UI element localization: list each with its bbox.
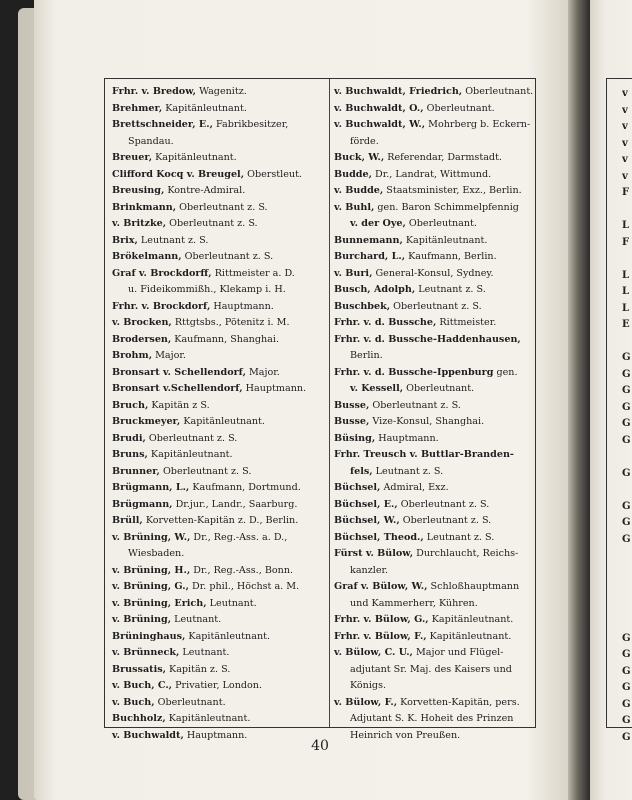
entry-name: Bunnemann,	[334, 234, 403, 246]
entry-name: v. Brüning, H.,	[112, 564, 191, 576]
entry-name: Brodersen,	[112, 333, 172, 345]
entry-description: Leutnant.	[179, 647, 230, 658]
entry-name: Büchsel, Theod.,	[334, 531, 424, 543]
entry-description: Oberleutnant.	[403, 383, 475, 394]
entry-description: Oberleutnant z. S.	[176, 201, 268, 213]
entry-name: Busse,	[334, 416, 370, 427]
entry-name: Brunner,	[112, 465, 160, 477]
entry-name: Brügmann, L.,	[112, 482, 190, 493]
facing-page-letter: G	[622, 500, 631, 512]
entry-description: Hauptmann.	[242, 383, 307, 394]
directory-entry	[334, 480, 532, 497]
entry-description: Kapitänleutnant.	[152, 152, 237, 163]
entry-name: Buchholz,	[112, 713, 166, 724]
entry-description: Dr.jur., Landr., Saarburg.	[172, 498, 298, 510]
entry-name: Brüll,	[112, 515, 143, 526]
directory-entry	[334, 200, 532, 217]
entry-description: Kapitänleutnant.	[162, 102, 247, 114]
entry-description: Dr., Reg.-Ass., Bonn.	[190, 564, 294, 576]
directory-entry	[334, 332, 532, 349]
facing-page-letter: L	[622, 286, 630, 297]
facing-page-letter	[622, 251, 632, 268]
entry-name: Fürst v. Bülow,	[334, 548, 414, 559]
facing-page-letter: L	[622, 302, 630, 314]
entry-description: Referendar, Darmstadt.	[384, 152, 502, 163]
entry-description: gen. Baron Schimmelpfennig	[374, 201, 519, 213]
entry-description: Rittmeister a. D.	[211, 267, 295, 279]
directory-entry	[334, 497, 532, 514]
entry-description: Dr. phil., Höchst a. M.	[188, 581, 300, 592]
facing-page-letter: v	[622, 154, 628, 165]
facing-page-letter: G	[622, 715, 631, 726]
entry-description: Leutnant z. S.	[423, 531, 495, 543]
facing-page-letter: v	[622, 121, 628, 132]
directory-entry	[334, 728, 532, 745]
directory-entry	[112, 266, 326, 283]
entry-description: Hauptmann.	[210, 300, 274, 312]
entry-description: Mohrberg b. Eckern-	[425, 119, 531, 130]
entry-name: Büchsel, E.,	[334, 498, 398, 510]
entry-description: Privatier, London.	[172, 680, 263, 691]
entry-name: Frhr. v. Bredow,	[112, 86, 197, 97]
entry-name: Brix,	[112, 234, 138, 246]
entry-description: Kaufmann, Shanghai.	[171, 333, 279, 345]
entry-name: Büsing,	[334, 432, 376, 444]
entry-description: Rittmeister.	[436, 317, 497, 328]
entry-description: Kapitänleutnant.	[180, 416, 265, 427]
directory-entry	[112, 513, 326, 530]
entry-name: Brudi,	[112, 432, 146, 444]
directory-entry	[334, 678, 532, 695]
directory-entry	[334, 348, 532, 365]
book-gutter	[568, 0, 590, 800]
entry-name: v. Brüning,	[112, 614, 172, 625]
entry-description: Oberleutnant z. S.	[181, 251, 274, 262]
directory-entry	[112, 431, 326, 448]
entry-description: u. Fideikommißh., Klekamp i. H.	[128, 284, 286, 295]
entry-description: Königs.	[350, 680, 387, 691]
entry-description: Oberleutnant.	[423, 102, 495, 114]
directory-entry	[112, 414, 326, 431]
entry-name: v. Brocken,	[112, 317, 172, 328]
directory-entry	[334, 464, 532, 481]
facing-page-text	[622, 86, 632, 746]
entry-name: v. Buchwaldt, W.,	[334, 119, 426, 130]
entry-name: Brettschneider, E.,	[112, 119, 213, 130]
facing-page-letter: G	[622, 517, 631, 528]
facing-page-letter: F	[622, 236, 630, 248]
entry-description: Major.	[152, 350, 186, 361]
facing-page-letter: G	[622, 352, 631, 363]
directory-entry	[334, 711, 532, 728]
entry-description: Kaufmann, Berlin.	[405, 251, 497, 262]
entry-description: Kontre-Admiral.	[164, 185, 246, 196]
directory-entry	[112, 530, 326, 547]
directory-entry	[112, 447, 326, 464]
directory-entry	[112, 150, 326, 167]
directory-entry	[112, 678, 326, 695]
facing-page-letter: v	[622, 104, 628, 116]
entry-name: Buck, W.,	[334, 152, 385, 163]
facing-page-letter: G	[622, 698, 631, 710]
directory-entry	[334, 579, 532, 596]
directory-entry	[334, 431, 532, 448]
facing-page-letter: E	[622, 319, 630, 330]
entry-name: Breusing,	[112, 185, 165, 196]
directory-entry	[112, 579, 326, 596]
entry-description: Oberstleut.	[244, 168, 302, 180]
entry-name: v. Buchwaldt, O.,	[334, 102, 424, 114]
entry-name: Buschbek,	[334, 300, 391, 312]
entry-name: v. Buch,	[112, 696, 155, 708]
entry-name: v. Budde,	[334, 185, 384, 196]
facing-page-letter: G	[622, 731, 631, 743]
directory-entry	[334, 563, 532, 580]
entry-description: Dr., Reg.-Ass. a. D.,	[190, 531, 288, 543]
facing-page-letter: G	[622, 368, 631, 380]
directory-entry	[112, 497, 326, 514]
directory-entry	[112, 728, 326, 745]
directory-entry	[112, 348, 326, 365]
entry-description: Major.	[245, 366, 280, 378]
directory-entry	[334, 629, 532, 646]
entry-description: Kapitänleutnant.	[165, 713, 251, 724]
directory-entry	[112, 480, 326, 497]
entry-name: Büchsel,	[334, 482, 381, 493]
entry-description: Durchlaucht, Reichs-	[413, 548, 519, 559]
directory-entry	[334, 381, 532, 398]
directory-entry	[112, 464, 326, 481]
directory-entry	[334, 101, 532, 118]
entry-name: v. der Oye,	[350, 218, 406, 229]
entry-name: Brüninghaus,	[112, 630, 186, 642]
entry-description: und Kammerherr, Kühren.	[350, 597, 478, 609]
entry-description: Kapitänleutnant.	[185, 630, 271, 642]
entry-name: v. Kessell,	[350, 383, 404, 394]
entry-description: Rttgtsbs., Pötenitz i. M.	[171, 317, 290, 328]
facing-page-letter: L	[622, 220, 630, 231]
entry-description: Major und Flügel-	[412, 647, 504, 658]
directory-entry	[112, 645, 326, 662]
entry-name: Bronsart v.Schellendorf,	[112, 383, 243, 394]
directory-entry	[334, 315, 532, 332]
entry-name: Frhr. v. d. Bussche-Haddenhausen,	[334, 333, 521, 345]
entry-name: Bronsart v. Schellendorf,	[112, 366, 246, 378]
entry-name: Busse,	[334, 399, 370, 411]
directory-entry	[334, 299, 532, 316]
directory-entry	[112, 233, 326, 250]
entry-name: Graf v. Brockdorff,	[112, 267, 212, 279]
entry-description: Kapitän z S.	[148, 399, 210, 411]
entry-description: Wagenitz.	[196, 86, 247, 97]
directory-entry	[334, 596, 532, 613]
entry-description: gen.	[493, 366, 518, 378]
entry-name: v. Bülow, F.,	[334, 696, 398, 708]
facing-page-letter: G	[622, 385, 631, 396]
directory-entry	[334, 546, 532, 563]
entry-description: Kaufmann, Dortmund.	[189, 482, 301, 493]
directory-entry	[334, 365, 532, 382]
directory-entry	[334, 414, 532, 431]
directory-entry	[334, 84, 532, 101]
entry-description: adjutant Sr. Maj. des Kaisers und	[350, 663, 512, 675]
directory-entry	[334, 150, 532, 167]
facing-page-letter	[622, 334, 632, 351]
facing-page-letter: v	[622, 88, 628, 99]
entry-name: Brügmann,	[112, 498, 173, 510]
entry-name: Brohm,	[112, 350, 153, 361]
directory-entry	[112, 612, 326, 629]
entry-description: Oberleutnant z. S.	[397, 498, 490, 510]
entry-description: Oberleutnant z. S.	[399, 515, 492, 526]
entry-name: v. Brüning, W.,	[112, 531, 191, 543]
facing-page-letter: G	[622, 401, 631, 413]
entry-description: Dr., Landrat, Wittmund.	[371, 168, 492, 180]
entry-description: Kapitänleutnant.	[402, 234, 488, 246]
facing-page-letter: F	[622, 187, 630, 198]
entry-description: Berlin.	[350, 350, 383, 361]
entry-description: Korvetten-Kapitän z. D., Berlin.	[142, 515, 299, 526]
directory-entry	[334, 266, 532, 283]
entry-name: v. Buri,	[334, 267, 373, 279]
entry-description: Leutnant z. S.	[372, 465, 444, 477]
directory-entry	[112, 282, 326, 299]
directory-entry	[334, 447, 532, 464]
directory-entry	[112, 134, 326, 151]
entry-description: Oberleutnant z. S.	[369, 399, 461, 411]
entry-description: Oberleutnant.	[405, 218, 477, 229]
facing-page-letter	[622, 202, 632, 219]
directory-entry	[112, 398, 326, 415]
facing-page-letter	[622, 449, 632, 466]
entry-name: Brehmer,	[112, 102, 163, 114]
facing-page-letter	[622, 548, 632, 565]
entry-description: Staatsminister, Exz., Berlin.	[383, 185, 522, 196]
entry-name: fels,	[350, 465, 373, 477]
directory-entry	[334, 645, 532, 662]
directory-entry	[112, 332, 326, 349]
directory-entry	[112, 84, 326, 101]
entry-name: v. Buhl,	[334, 201, 375, 213]
facing-page-letter	[622, 598, 632, 615]
directory-entry	[334, 134, 532, 151]
entry-description: Fabrikbesitzer,	[212, 119, 289, 130]
entry-name: v. Bülow, C. U.,	[334, 647, 413, 658]
entry-name: Busch, Adolph,	[334, 284, 416, 295]
directory-entry	[112, 101, 326, 118]
page-number: 40	[311, 738, 329, 754]
entry-description: General-Konsul, Sydney.	[372, 267, 494, 279]
facing-page-letter: v	[622, 137, 628, 149]
directory-entry	[334, 167, 532, 184]
directory-entry	[112, 117, 326, 134]
facing-page-letter: G	[622, 467, 631, 479]
entry-name: v. Brüning, G.,	[112, 581, 189, 592]
directory-entry	[112, 216, 326, 233]
right-column	[334, 84, 532, 744]
directory-entry	[334, 249, 532, 266]
entry-description: förde.	[350, 135, 379, 147]
facing-page-letter: L	[622, 269, 630, 281]
entry-name: v. Brünneck,	[112, 647, 180, 658]
entry-description: Oberleutnant z. S.	[159, 465, 252, 477]
directory-entry	[334, 513, 532, 530]
column-divider	[329, 79, 330, 727]
directory-entry	[112, 315, 326, 332]
entry-description: Kapitänleutnant.	[147, 449, 233, 460]
entry-description: Wiesbaden.	[128, 548, 185, 559]
facing-page-letter: G	[622, 649, 631, 660]
directory-entry	[334, 282, 532, 299]
entry-description: Leutnant z. S.	[137, 234, 209, 246]
entry-description: Vize-Konsul, Shanghai.	[369, 416, 485, 427]
facing-page-letter: G	[622, 632, 631, 644]
directory-entry	[112, 365, 326, 382]
entry-description: Kapitänleutnant.	[426, 630, 512, 642]
entry-description: Admiral, Exz.	[380, 482, 449, 493]
entry-description: Schloßhauptmann	[427, 581, 520, 592]
directory-entry	[112, 183, 326, 200]
facing-page-letter: G	[622, 533, 631, 545]
entry-name: Bruns,	[112, 449, 148, 460]
entry-name: Bruckmeyer,	[112, 416, 181, 427]
entry-name: Frhr. Treusch v. Buttlar-Branden-	[334, 449, 514, 460]
directory-entry	[334, 695, 532, 712]
entry-description: Adjutant S. K. Hoheit des Prinzen	[350, 713, 514, 724]
entry-description: Hauptmann.	[375, 432, 439, 444]
facing-page-letter	[622, 565, 632, 582]
entry-name: Frhr. v. Bülow, G.,	[334, 614, 429, 625]
entry-name: Bruch,	[112, 399, 149, 411]
entry-name: Budde,	[334, 168, 372, 180]
directory-entry	[112, 299, 326, 316]
directory-entry	[112, 596, 326, 613]
directory-entry	[112, 381, 326, 398]
entry-name: Clifford Kocq v. Breugel,	[112, 168, 245, 180]
directory-entry	[334, 117, 532, 134]
entry-description: Spandau.	[128, 135, 174, 147]
facing-page-letter: G	[622, 682, 631, 693]
directory-entry	[112, 167, 326, 184]
directory-entry	[334, 398, 532, 415]
entry-name: v. Buch, C.,	[112, 680, 173, 691]
directory-entry	[334, 530, 532, 547]
entry-description: Kapitän z. S.	[165, 663, 231, 675]
entry-name: Burchard, L.,	[334, 251, 406, 262]
entry-description: kanzler.	[350, 564, 389, 576]
entry-description: Oberleutnant.	[462, 86, 534, 97]
entry-name: v. Buchwaldt,	[112, 729, 184, 741]
entry-description: Heinrich von Preußen.	[350, 729, 461, 741]
facing-page-letter: v	[622, 170, 628, 182]
entry-name: Brinkmann,	[112, 201, 177, 213]
entry-name: Frhr. v. Bülow, F.,	[334, 630, 427, 642]
facing-page-letter	[622, 614, 632, 631]
directory-entry	[112, 563, 326, 580]
entry-description: Leutnant z. S.	[415, 284, 486, 295]
entry-name: Frhr. v. d. Bussche-Ippenburg	[334, 366, 494, 378]
directory-entry	[334, 216, 532, 233]
entry-name: v. Britzke,	[112, 218, 167, 229]
directory-entry	[112, 200, 326, 217]
directory-entry	[334, 233, 532, 250]
facing-page-letter	[622, 581, 632, 598]
entry-description: Oberleutnant.	[154, 696, 226, 708]
entry-name: Büchsel, W.,	[334, 515, 400, 526]
directory-entry	[334, 183, 532, 200]
entry-name: Frhr. v. Brockdorf,	[112, 300, 211, 312]
directory-entry	[112, 629, 326, 646]
facing-page-letter: G	[622, 665, 631, 677]
left-column	[112, 84, 326, 744]
facing-page-letter	[622, 482, 632, 499]
entry-description: Oberleutnant z. S.	[145, 432, 238, 444]
directory-entry	[334, 662, 532, 679]
entry-name: v. Buchwaldt, Friedrich,	[334, 86, 463, 97]
directory-entry	[334, 612, 532, 629]
directory-entry	[112, 695, 326, 712]
entry-description: Hauptmann.	[183, 729, 248, 741]
directory-entry	[112, 711, 326, 728]
entry-description: Korvetten-Kapitän, pers.	[397, 696, 520, 708]
entry-description: Leutnant.	[206, 597, 257, 609]
entry-name: Breuer,	[112, 152, 153, 163]
entry-name: Brökelmann,	[112, 251, 182, 262]
entry-description: Oberleutnant z. S.	[166, 218, 258, 229]
directory-entry	[112, 662, 326, 679]
directory-entry	[112, 249, 326, 266]
entry-name: Frhr. v. d. Bussche,	[334, 317, 437, 328]
entry-description: Leutnant.	[171, 614, 222, 625]
facing-page-letter: G	[622, 418, 631, 429]
directory-entry	[112, 546, 326, 563]
facing-page-letter: G	[622, 434, 631, 446]
entry-name: Graf v. Bülow, W.,	[334, 581, 428, 592]
entry-name: Brussatis,	[112, 663, 166, 675]
entry-name: v. Brüning, Erich,	[112, 597, 207, 609]
entry-description: Kapitänleutnant.	[428, 614, 514, 625]
entry-description: Oberleutnant z. S.	[390, 300, 482, 312]
